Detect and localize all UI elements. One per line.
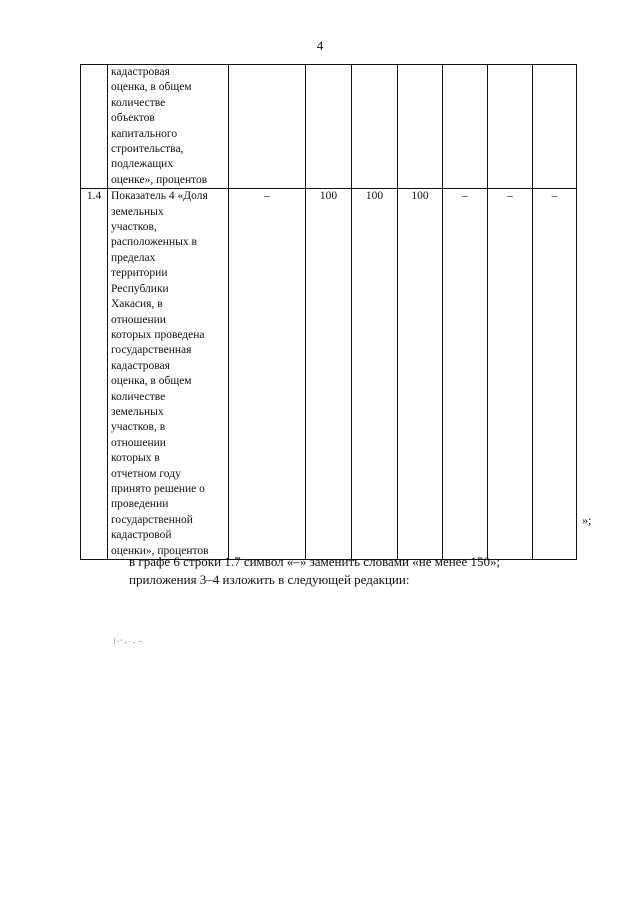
name-line: капитального [111, 127, 178, 140]
name-line: земельных [111, 205, 164, 218]
name-line: проведении [111, 498, 169, 511]
name-line: расположенных в [111, 236, 197, 249]
value-cell: 100 [306, 189, 352, 560]
name-line: принято решение о [111, 482, 205, 495]
value-cell [533, 65, 577, 189]
name-line: количестве [111, 390, 166, 403]
name-line: участков, в [111, 421, 166, 434]
name-line: государственной [111, 513, 193, 526]
value-cell [488, 65, 533, 189]
name-line: отчетном году [111, 467, 181, 480]
name-line: оценка, в общем [111, 81, 192, 94]
table-row-continuation [81, 65, 577, 189]
indicator-name-cell [108, 65, 229, 189]
table-row-1-4 [81, 189, 577, 560]
name-line: количестве [111, 96, 166, 109]
name-line: которых в [111, 452, 160, 465]
name-line: участков, [111, 221, 157, 234]
name-line: земельных [111, 405, 164, 418]
row-number-cell: 1.4 [81, 189, 108, 560]
name-line: кадастровая [111, 66, 170, 78]
name-line: Хакасия, в [111, 298, 163, 311]
amendment-paragraph: в графе 6 строки 1.7 символ «–» заменить словами «не менее 150»; [129, 554, 501, 569]
value-cell [398, 65, 443, 189]
amendment-paragraph: приложения 3–4 изложить в следующей редакции: [129, 572, 410, 587]
value-cell: – [443, 189, 488, 560]
name-line: государственная [111, 344, 192, 357]
name-line: территории [111, 267, 168, 280]
value-cell [352, 65, 398, 189]
name-line: пределах [111, 251, 156, 264]
name-line: оценке», процентов [111, 173, 208, 186]
value-cell: 100 [352, 189, 398, 560]
row-number-cell [81, 65, 108, 189]
value-cell [443, 65, 488, 189]
indicator-table [80, 64, 577, 560]
name-line: подлежащих [111, 158, 174, 171]
page-number: 4 [316, 38, 324, 53]
value-cell: – [488, 189, 533, 560]
value-cell [229, 65, 306, 189]
name-line: Показатель 4 «Доля [111, 190, 208, 203]
value-cell: – [533, 189, 577, 560]
scan-artifact [113, 636, 145, 648]
indicator-name-cell [108, 189, 229, 560]
closing-quote-mark: »; [582, 513, 592, 527]
name-line: которых проведена [111, 328, 205, 341]
name-line: оценка, в общем [111, 375, 192, 388]
value-cell: 100 [398, 189, 443, 560]
name-line: оценки», процентов [111, 544, 209, 557]
name-line: кадастровая [111, 359, 170, 372]
name-line: кадастровой [111, 529, 172, 542]
value-cell [306, 65, 352, 189]
name-line: Республики [111, 282, 169, 295]
name-line: строительства, [111, 143, 184, 156]
value-cell: – [229, 189, 306, 560]
name-line: отношении [111, 436, 166, 449]
name-line: отношении [111, 313, 166, 326]
name-line: объектов [111, 112, 155, 125]
